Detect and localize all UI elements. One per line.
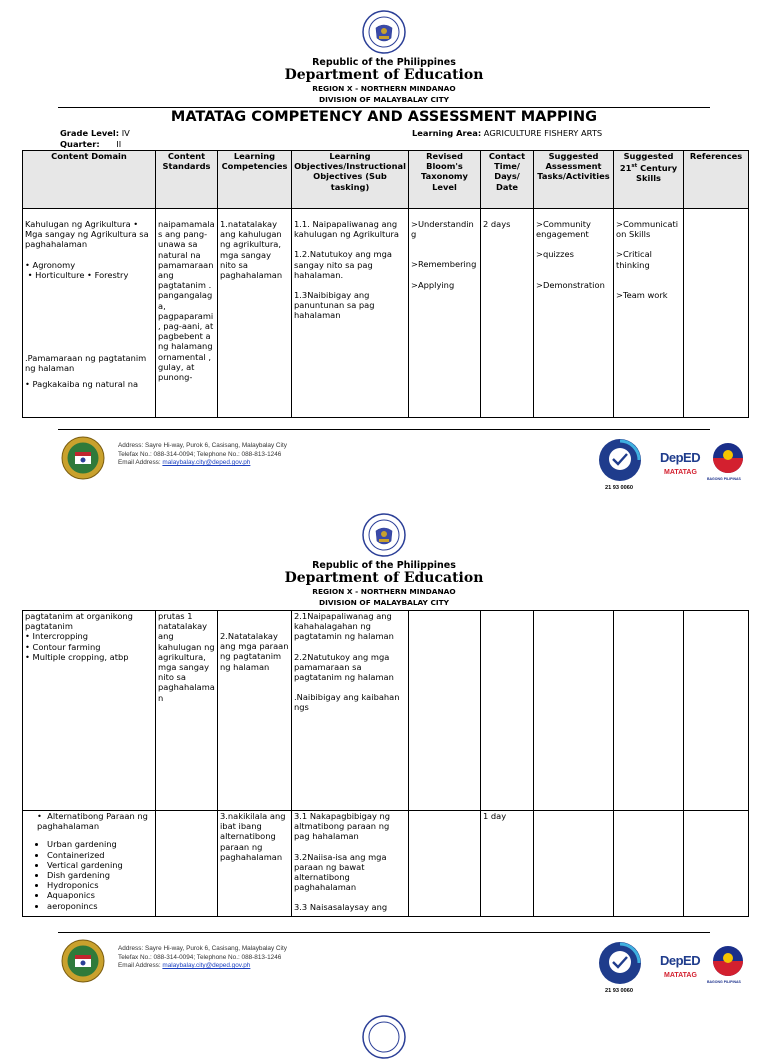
department-heading: Department of Education (284, 67, 484, 83)
domain-intro: Kahulugan ng Agrikultura • Mga sangay ng Agrikultura sa paghahalaman (25, 219, 149, 250)
contact-text: 2 days (483, 219, 511, 229)
iso-number: 21 93 0060 (605, 485, 633, 491)
list-item: • Dish gardening (47, 870, 153, 880)
cell-learning-objectives (292, 811, 409, 917)
cell-assessment (534, 611, 614, 811)
objective-item: 3.1 Nakapagbibigay ng altmatibong paraan ng pag hahalaman (294, 811, 391, 842)
domain-bullet: • Horticulture • Forestry (25, 269, 129, 280)
cell-learning-competencies (218, 611, 292, 811)
list-item: • Vertical gardening (47, 860, 153, 870)
region-heading: REGION X - NORTHERN MINDANAO (312, 84, 456, 93)
cell-learning-objectives (292, 611, 409, 811)
blooms-item: >Applying (411, 279, 455, 290)
th-skills-sup: st (631, 163, 638, 170)
domain-bullet: • Contour farming (25, 641, 101, 652)
footer-email (118, 962, 287, 971)
objective-item: 3.2Naiisa-isa ang mga paraan ng bawat alternatibong paghahalaman (294, 851, 387, 893)
th-learning-competencies: Learning Competencies (218, 151, 292, 209)
objective-item: 2.1Naipapaliwanag ang kahahalagahan ng pagtatamin ng halaman (294, 611, 394, 642)
list-item: • aeroponincs (47, 901, 153, 911)
region-heading: REGION X - NORTHERN MINDANAO (312, 587, 456, 596)
th-content-domain: Content Domain (23, 151, 156, 209)
cell-blooms (409, 811, 481, 917)
objective-item: 2.2Natutukoy ang mga pamamaraan sa pagtatanim ng halaman (294, 651, 394, 683)
department-heading: Department of Education (284, 570, 484, 586)
domain-bullet: • Multiple cropping, atbp (25, 651, 129, 662)
footer-address-block (118, 945, 287, 971)
th-references: References (684, 151, 749, 209)
deped-seal-icon (362, 1015, 406, 1059)
th-contact-time: Contact Time/ Days/ Date (481, 151, 534, 209)
cell-content-standards (156, 611, 218, 811)
skills-item: >Communication Skills (616, 219, 679, 240)
footer-address: Address: Sayre Hi-way, Purok 6, Casisang, Malaybalay City (118, 945, 287, 952)
footer-address: Address: Sayre Hi-way, Purok 6, Casisang, Malaybalay City (118, 442, 287, 449)
list-item: • Aquaponics (47, 890, 153, 900)
cell-21st-skills (614, 611, 684, 811)
deped-seal-icon (362, 513, 406, 557)
table-row (23, 611, 749, 811)
competencies-text: 1.natatalakay ang kahulugan ng agrikultura, mga sangay nito sa paghahalaman (220, 219, 283, 281)
quarter-value: II (116, 139, 122, 149)
cell-contact-time (481, 611, 534, 811)
cell-content-domain (23, 611, 156, 811)
list-item: • Containerized (47, 850, 153, 860)
domain-method: .Pamamaraan ng pagtatanim ng halaman (25, 353, 147, 374)
cell-content-domain (23, 811, 156, 917)
blooms-item: >Remembering (411, 259, 477, 270)
quarter-label: Quarter: (60, 139, 100, 149)
bagong-pilipinas-text: BAGONG PILIPINAS (707, 980, 741, 984)
footer-divider (58, 932, 710, 933)
footer-email-link[interactable]: malaybalay.city@deped.gov.ph (162, 459, 251, 467)
domain-top: pagtatanim at organikong pagtatanim (25, 611, 133, 632)
th-skills-prefix: Suggested 21 (619, 151, 674, 173)
th-assessment: Suggested Assessment Tasks/Activities (534, 151, 614, 209)
domain-bullet-list (33, 839, 153, 910)
cell-references (684, 611, 749, 811)
deped-logo: DepED (660, 450, 701, 465)
cell-contact-time (481, 811, 534, 917)
mapping-table-page-2 (22, 610, 749, 917)
deped-logo: DepED (660, 953, 701, 968)
matatag-logo: MATATAG (664, 469, 697, 476)
skills-item: >Critical thinking (616, 249, 652, 270)
competencies-text: 3.nakikilala ang ibat ibang alternatibong paraan ng paghahalaman (220, 811, 286, 862)
division-heading: DIVISION OF MALAYBALAY CITY (318, 598, 450, 607)
list-item: • Hydroponics (47, 880, 153, 890)
iso-certification-icon (598, 941, 642, 985)
assessment-item: >Demonstration (536, 279, 605, 290)
domain-difference: • Pagkakaiba ng natural na (25, 379, 139, 390)
assessment-item: >Community engagement (536, 219, 591, 240)
division-heading: DIVISION OF MALAYBALAY CITY (318, 95, 450, 104)
learning-area-label: Learning Area: (412, 128, 482, 138)
objective-item: 3.3 Naisasalaysay ang (294, 902, 388, 913)
republic-heading: Republic of the Philippines (312, 57, 456, 68)
division-seal-icon (61, 939, 105, 983)
th-skills-suffix: Century Skills (636, 162, 678, 184)
domain-head-text: Alternatibong Paraan ng paghahalaman (37, 811, 148, 832)
iso-number: 21 93 0060 (605, 988, 633, 994)
footer-email-link[interactable]: malaybalay.city@deped.gov.ph (162, 962, 251, 970)
footer-email-label: Email Address: (118, 962, 161, 970)
list-item: • Urban gardening (47, 839, 153, 849)
learning-area-value: AGRICULTURE FISHERY ARTS (483, 128, 603, 138)
cell-21st-skills (614, 811, 684, 917)
objective-item: .Naibibigay ang kaibahan ngs (294, 692, 400, 713)
cell-references (684, 811, 749, 917)
competencies-text: 2.Natatalakay ang mga paraan ng pagtatanim ng halaman (220, 631, 289, 672)
table-row (23, 811, 749, 917)
document-title: MATATAG COMPETENCY AND ASSESSMENT MAPPING (170, 109, 598, 125)
standards-text: prutas 1 natatalakay ang kahulugan ng agrikultura, mga sangay nito sa paghahalaman (158, 611, 215, 703)
standards-text: naipamamalas ang pang-unawa sa natural na pamamaraan ang pagtatanim . pangangalaga, pagpaparami, pag-aani, at pagbebent a ng halamang ornamental , gulay, at punong- (158, 219, 215, 383)
domain-bullet: • Agronomy (25, 259, 76, 270)
cell-assessment (534, 811, 614, 917)
blooms-item: >Understanding (411, 219, 474, 240)
bagong-pilipinas-text: BAGONG PILIPINAS (707, 477, 741, 481)
grade-level-label: Grade Level: (60, 128, 120, 138)
republic-heading: Republic of the Philippines (312, 560, 456, 571)
bagong-pilipinas-icon (710, 943, 746, 979)
contact-text: 1 day (483, 811, 507, 821)
objective-item: 1.2.Natutukoy ang mga sangay nito sa pag hahalaman. (294, 249, 392, 280)
skills-item: >Team work (616, 289, 668, 300)
cell-content-standards (156, 811, 218, 917)
objective-item: 1.1. Naipapaliwanag ang kahulugan ng Agrikultura (294, 219, 400, 240)
domain-head: • Alternatibong Paraan ng paghahalaman (37, 811, 148, 832)
th-content-standards: Content Standards (156, 151, 218, 209)
matatag-logo: MATATAG (664, 972, 697, 979)
objective-item: 1.3Naibibigay ang panuntunan sa pag hahalaman (294, 290, 375, 321)
footer-phones: Telefax No.: 088-314-0094; Telephone No.: 088-813-1246 (118, 953, 282, 961)
grade-level-value: IV (121, 128, 130, 138)
th-learning-objectives: Learning Objectives/Instructional Objectives (Sub tasking) (292, 151, 409, 209)
footer-email-label: Email Address: (118, 459, 161, 467)
cell-learning-competencies (218, 811, 292, 917)
cell-blooms (409, 611, 481, 811)
domain-bullet: • Intercropping (25, 631, 89, 642)
assessment-item: >quizzes (536, 249, 574, 260)
th-blooms: Revised Bloom's Taxonomy Level (409, 151, 481, 209)
footer-phones: Telefax No.: 088-314-0094; Telephone No.: 088-813-1246 (118, 450, 282, 458)
